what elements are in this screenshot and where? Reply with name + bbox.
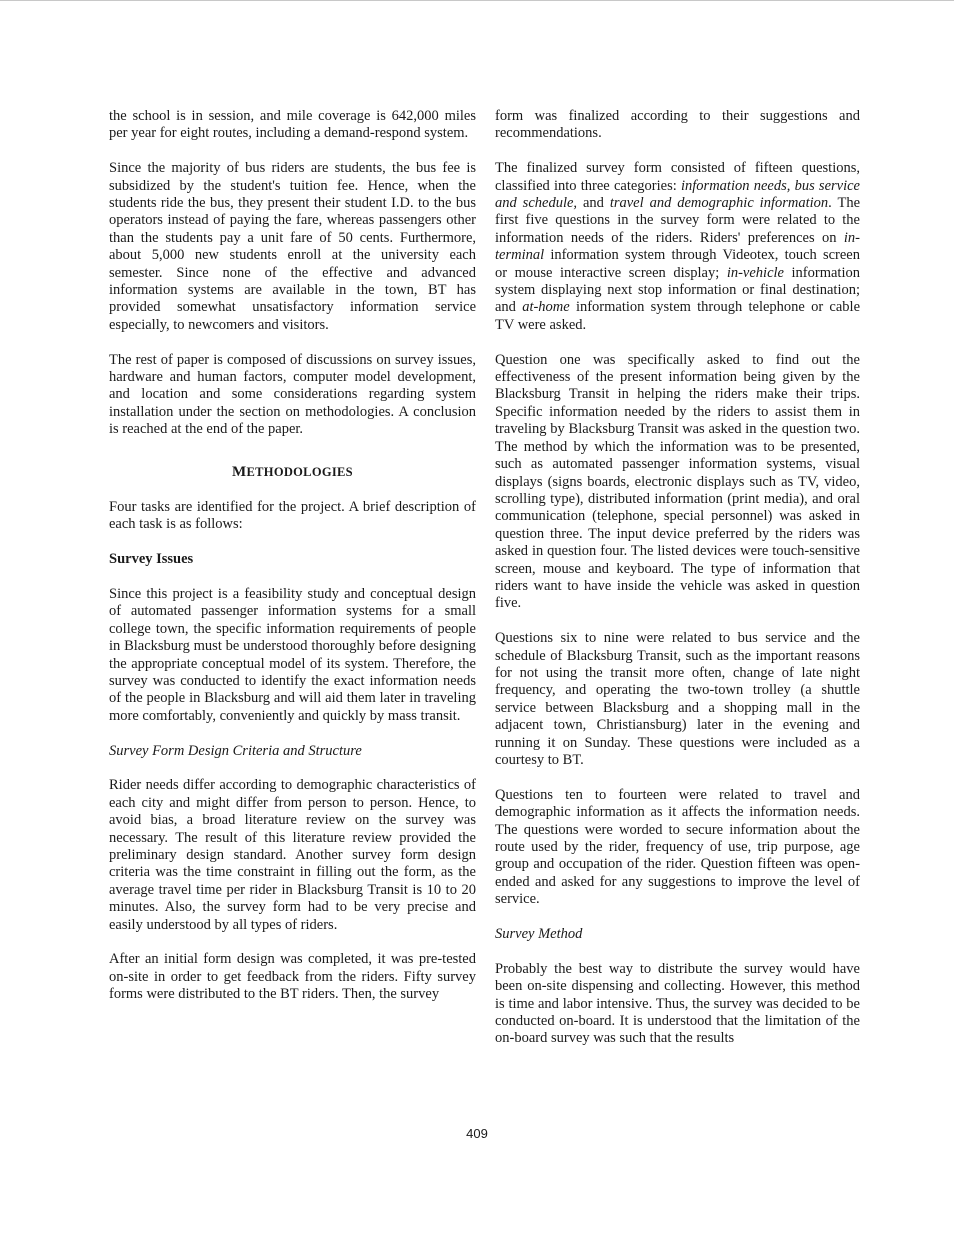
questions-six-nine-paragraph: Questions six to nine were related to bus service and the schedule of Blacksburg Transit, such as the important reasons for not using the transit more often, change of late night frequency, and operating the two-town trolley (a shuttle service between Blacksburg and a shopping mall in the adjacent town, Christiansburg) later in the evening and running it on Sunday. These questions were included as a courtesy to BT.: [495, 630, 860, 768]
form-finalized-paragraph: form was finalized according to their suggestions and recommendations.: [495, 108, 860, 142]
page-number: 409: [466, 1126, 488, 1141]
survey-structure-paragraph: The finalized survey form consisted of fifteen questions, classified into three categories: information needs, bus service and schedule, and travel and demographic information. The first five questions in the survey form were related to the information needs of the riders. Riders' preferences on in-terminal information system through Videotex, touch screen or mouse interactive screen display; in-vehicle information system displaying next stop information or final destination; and at-home information system through telephone or cable TV were asked.: [495, 160, 861, 333]
intro-paragraph-continued: the school is in session, and mile coverage is 642,000 miles per year for eight routes, including a demand-respond system.: [109, 108, 476, 142]
survey-method-paragraph: Probably the best way to distribute the survey would have been on-site dispensing and collecting. However, this method is time and labor intensive. Thus, the survey was decided to be conducted on-board. It is understood that the limitation of the on-board survey was such that the results: [495, 960, 860, 1047]
paper-outline-paragraph: The rest of paper is composed of discussions on survey issues, hardware and human factors, computer model development, and location and some considerations regarding system installation under the section on methodologies. A conclusion is reached at the end of the paper.: [109, 351, 476, 438]
survey-method-heading: Survey Method: [495, 926, 583, 943]
top-rule: [0, 0, 954, 1]
rider-needs-paragraph: Rider needs differ according to demographic characteristics of each city and might differ from person to person. Hence, to avoid bias, a broad literature review on the survey was necessary. The result of this literature review provided the preliminary design standard. Another survey form design criteria was the time constraint in filling out the form, as the average travel time per rider in Blacksburg Transit is 10 to 20 minutes. Also, the survey form had to be very precise and easily understood by all types of riders.: [109, 777, 476, 933]
tasks-paragraph: Four tasks are identified for the project. A brief description of each task is as follows:: [109, 498, 476, 533]
survey-issues-paragraph: Since this project is a feasibility study and conceptual design of automated passenger information systems for a small college town, the specific information requirements of people in Blacksburg must be understood thoroughly before designing the appropriate conceptual model of its system. Therefore, the survey was conducted to identify the exact information needs of the people in Blacksburg and will aid them later in traveling more comfortably, conveniently and quickly by mass transit.: [109, 585, 476, 724]
question-one-paragraph: Question one was specifically asked to find out the effectiveness of the present information being given by the Blacksburg Transit in helping the riders make their trips. Specific information needed by the riders to assist them in traveling by Blacksburg Transit was asked in the question two. The method by which the information was to be presented, such as automated passenger information systems, visual displays (signs boards, electronic displays such as TV, video, scrolling type), distributed information (print media), and oral communication (telephone, special personnel) was asked in question three. The input device preferred by the riders was asked in question four. The listed devices were touch-sensitive screen, mouse and keyboard. The type of information that riders want to have inside the vehicle was asked in question five.: [495, 351, 860, 612]
left-column: [109, 108, 476, 1021]
right-column: [495, 108, 860, 1065]
bus-fee-paragraph: Since the majority of bus riders are students, the bus fee is subsidized by the student's tuition fee. Hence, when the students ride the bus, they present their student I.D. to the bus operators instead of paying the fare, whereas passengers other than the students pay a unit fare of 50 cents. Furthermore, about 5,000 new students enroll at the university each semester. Since none of the effective and advanced information systems are available in the town, BT has provided somewhat unsatisfactory information service especially, to newcomers and visitors.: [109, 160, 476, 333]
methodologies-heading: METHODOLOGIES: [232, 464, 353, 481]
questions-ten-fourteen-paragraph: Questions ten to fourteen were related to travel and demographic information as it affects the information needs. The questions were worded to secure information about the route used by the rider, frequency of use, trip purpose, age group and occupation of the rider. Question fifteen was open-ended and asked for any suggestions to improve the level of service.: [495, 786, 860, 908]
survey-form-design-heading: Survey Form Design Criteria and Structure: [109, 742, 362, 759]
pretest-paragraph: After an initial form design was completed, it was pre-tested on-site in order to get feedback from the riders. Fifty survey forms were distributed to the BT riders. Then, the survey: [109, 951, 476, 1003]
survey-issues-heading: Survey Issues: [109, 551, 194, 568]
